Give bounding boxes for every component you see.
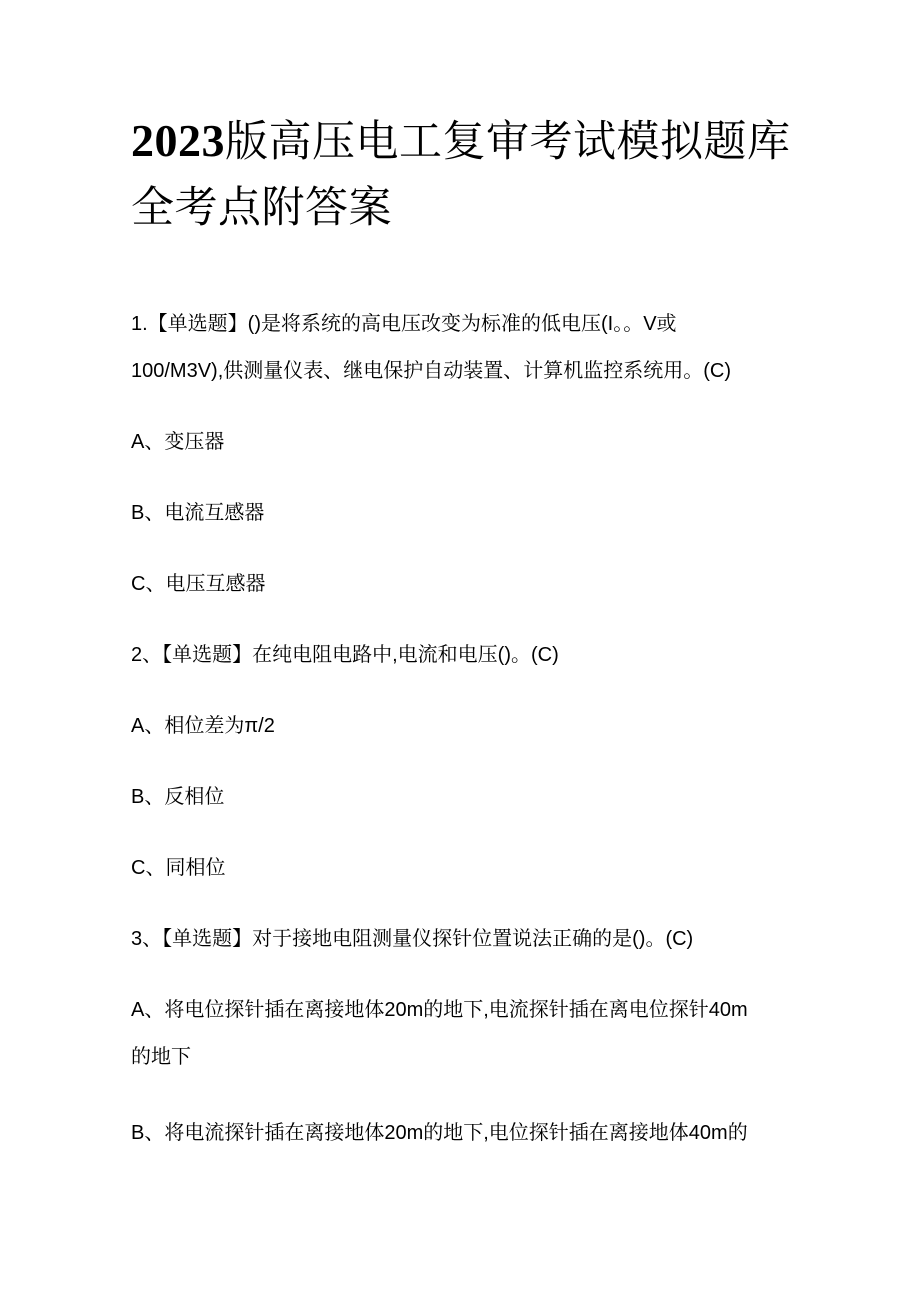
question-2-option-c: C、同相位	[131, 857, 226, 879]
title-line1-text: 版高压电工复审考试模拟题库	[225, 117, 791, 167]
question-3-stem: 3、【单选题】对于接地电阻测量仪探针位置说法正确的是()。(C)	[131, 928, 694, 950]
question-3-option-a-line1: A、将电位探针插在离接地体20m的地下,电流探针插在离电位探针40m	[131, 999, 748, 1021]
title-year: 2023	[131, 115, 225, 166]
question-2-stem: 2、【单选题】在纯电阻电路中,电流和电压()。(C)	[131, 644, 559, 666]
question-2-option-a: A、相位差为π/2	[131, 715, 275, 737]
question-1-stem-line2: 100/M3V),供测量仪表、继电保护自动装置、计算机监控系统用。(C)	[131, 360, 732, 382]
title-line2-text: 全考点附答案	[131, 183, 392, 233]
question-1-option-b: B、电流互感器	[131, 502, 265, 524]
question-1-option-c: C、电压互感器	[131, 573, 266, 595]
document-title	[131, 108, 811, 241]
question-3-option-a-line2: 的地下	[131, 1046, 191, 1068]
question-1-option-a: A、变压器	[131, 431, 225, 453]
question-3-option-b-line1: B、将电流探针插在离接地体20m的地下,电位探针插在离接地体40m的	[131, 1122, 748, 1144]
question-1-stem-line1: 1.【单选题】()是将系统的高电压改变为标准的低电压(I。。V或	[131, 313, 677, 335]
question-2-option-b: B、反相位	[131, 786, 225, 808]
